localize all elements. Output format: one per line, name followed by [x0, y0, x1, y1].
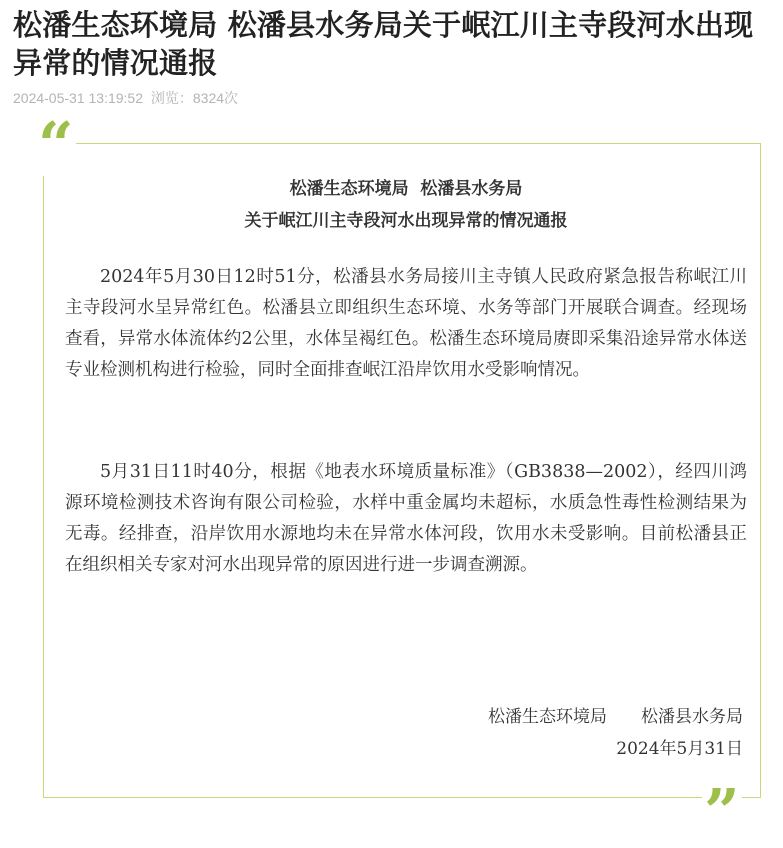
open-quote-icon: “ — [38, 108, 74, 181]
signature-orgs — [488, 702, 743, 733]
publish-datetime: 2024-05-31 13:19:52 — [13, 90, 143, 106]
signature-date: 2024年5月31日 — [616, 739, 743, 759]
document-subject: 关于岷江川主寺段河水出现异常的情况通报 — [244, 211, 568, 231]
view-count: 浏览：8324次 — [150, 90, 239, 106]
article-title: 松潘生态环境局 松潘县水务局关于岷江川主寺段河水出现异常的情况通报 — [13, 8, 754, 80]
paragraph-2: 5月31日11时40分，根据《地表水环境质量标准》（GB3838—2002），经四川鸿源环境检测技术咨询有限公司检验，水样中重金属均未超标，水质急性毒性检测结果为无毒。经排查，沿岸饮用水源地均未在异常水体河段，饮用水未受影响。目前松潘县正在组织相关专家对河水出现异常的原因进行进一步调查溯源。 — [65, 462, 747, 575]
article-meta — [13, 88, 242, 108]
paragraph-1: 2024年5月30日12时51分，松潘县水务局接川主寺镇人民政府紧急报告称岷江川主寺段河水呈异常红色。松潘县立即组织生态环境、水务等部门开展联合调查。经现场查看，异常水体流体约2公里，水体呈褐红色。松潘生态环境局赓即采集沿途异常水体送专业检测机构进行检验，同时全面排查岷江沿岸饮用水受影响情况。 — [65, 267, 747, 380]
signature-org-1: 松潘生态环境局 — [488, 707, 607, 727]
document-issuers: 松潘生态环境局 松潘县水务局 — [289, 179, 523, 199]
document-header — [65, 173, 747, 237]
signature-org-2: 松潘县水务局 — [641, 707, 743, 727]
close-quote-icon: ” — [704, 775, 740, 848]
